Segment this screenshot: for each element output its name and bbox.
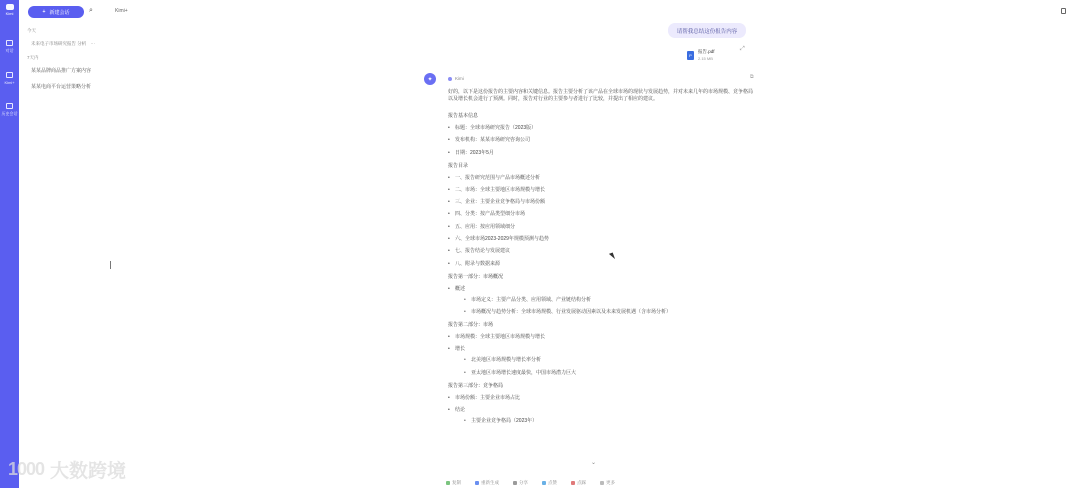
list-item: • 六、全球市场2023-2029年规模预测与趋势	[448, 236, 753, 243]
answer-intro: 好的，以下是这份报告的主要内容和关键信息。报告主要分析了该产品在全球市场的现状与发展趋势，并对未来几年的市场规模、竞争格局以及增长机会进行了预测。同时，报告对行业的主要参与者进行了比较，并提出了相应的建议。	[448, 89, 754, 102]
new-chat-label: 新建会话	[49, 9, 70, 16]
watermark	[8, 456, 126, 483]
share-action[interactable]: 分享	[513, 480, 528, 486]
left-rail	[0, 0, 19, 488]
status-dot-icon	[448, 77, 452, 81]
refresh-icon	[475, 481, 479, 485]
document-icon[interactable]	[1061, 8, 1066, 14]
history-icon	[6, 103, 13, 109]
top-tab[interactable]: Kimi+	[115, 8, 128, 14]
attachment-name: 报告.pdf	[698, 49, 715, 54]
chat-icon	[6, 40, 13, 46]
list-item: • 一、报告研究范围与产品市场概述分析	[448, 175, 753, 182]
pdf-file-icon: P	[687, 51, 694, 60]
sub-list-item: • 主要企业竞争格局（2023年）	[464, 418, 753, 425]
thumbs-up-icon	[542, 481, 546, 485]
regenerate-action[interactable]: 重新生成	[475, 480, 499, 486]
sidebar	[19, 0, 139, 488]
section-list	[448, 175, 753, 268]
thumbs-down-icon	[571, 481, 575, 485]
list-item-label: 增长	[455, 346, 466, 353]
list-item: • 发布机构：某某市场研究咨询公司	[448, 137, 753, 144]
apps-icon	[6, 72, 13, 78]
list-item: • 八、附录与数据来源	[448, 261, 753, 268]
sub-list-item: • 市场概况与趋势分析：全球市场规模、行业发展驱动因素以及未来发展机遇（含市场分析）	[464, 309, 753, 316]
dislike-action[interactable]: 点踩	[571, 480, 586, 486]
bot-avatar: ✦	[424, 73, 436, 85]
sub-list	[464, 357, 753, 376]
watermark-logo: 1000	[8, 459, 45, 479]
list-item: • 三、企业：主要企业竞争格局与市场份额	[448, 199, 753, 206]
new-chat-button[interactable]	[28, 6, 84, 18]
more-icon[interactable]: ⋯	[90, 41, 96, 46]
list-item-label: 概述	[455, 285, 466, 292]
user-message-bubble: 请帮我总结这份报告内容	[668, 23, 746, 38]
sidebar-history-item[interactable]: 某某电商平台运营策略分析	[31, 84, 92, 90]
sidebar-pinned-item[interactable]	[31, 41, 95, 47]
rail-item-apps[interactable]	[4, 72, 14, 85]
attachment-size: 2.15 MB	[698, 56, 713, 61]
copy-action[interactable]: 复制	[446, 480, 461, 486]
copy-icon	[446, 481, 450, 485]
chevron-down-icon[interactable]: ⌄	[591, 460, 597, 466]
list-item-label: 结论	[455, 406, 466, 413]
app-logo[interactable]	[4, 4, 16, 16]
list-item: • 市场份额：主要企业市场占比	[448, 395, 753, 402]
list-item	[448, 346, 753, 376]
rail-item-history[interactable]	[2, 103, 18, 117]
kimi-logo-icon	[6, 4, 14, 10]
copy-icon[interactable]: ⧉	[750, 74, 754, 80]
section-list	[448, 334, 753, 377]
like-action[interactable]: 点赞	[542, 480, 557, 486]
rail-item-chat[interactable]	[6, 40, 14, 54]
sub-list	[464, 297, 753, 316]
list-item: • 市场规模：全球主要地区市场规模与增长	[448, 334, 753, 341]
rail-item-label: 对话	[5, 48, 14, 53]
message-actions-bar	[446, 480, 615, 486]
share-icon	[513, 481, 517, 485]
bot-name-label: Kimi	[455, 76, 464, 81]
sub-list	[464, 418, 753, 425]
list-item: • 五、应用：按应用领域细分	[448, 224, 753, 231]
list-item: • 四、分类：按产品类型细分市场	[448, 211, 753, 218]
search-icon[interactable]: ⌕	[89, 7, 93, 14]
app-logo-label: Kimi	[5, 11, 14, 16]
list-item: • 七、报告结论与发展建议	[448, 248, 753, 255]
rail-item-label: Kimi+	[4, 80, 15, 85]
section-label-earlier: 7天内	[27, 55, 39, 60]
rail-item-label: 历史会话	[1, 111, 18, 116]
sidebar-history-item[interactable]: 某某品牌商品推广方案内容	[31, 68, 92, 74]
section-heading: 报告第三部分：竞争格局	[448, 382, 504, 389]
section-list	[448, 395, 753, 425]
sub-list-item: • 市场定义：主要产品分类、应用领域、产业链结构分析	[464, 297, 753, 304]
list-item: • 标题：全球市场研究报告（2023版）	[448, 125, 753, 132]
more-icon	[600, 481, 604, 485]
list-item: • 二、市场：全球主要地区市场规模与增长	[448, 187, 753, 194]
watermark-text: 大数跨境	[50, 461, 127, 482]
sub-list-item: • 北美地区市场规模与增长率分析	[464, 357, 753, 364]
attachment-card[interactable]	[687, 46, 737, 64]
more-action[interactable]: 更多	[600, 480, 615, 486]
section-heading: 报告第一部分：市场概况	[448, 273, 504, 280]
section-label-today: 今天	[27, 28, 36, 33]
plus-icon: +	[42, 9, 46, 15]
section-list	[448, 286, 753, 316]
section-heading: 报告目录	[448, 162, 469, 169]
expand-icon[interactable]: ⤢	[740, 46, 745, 52]
sidebar-pinned-label: 未来电子市场研究报告 分析	[31, 41, 87, 46]
list-item: • 日期：2023年5月	[448, 150, 753, 157]
text-cursor	[110, 261, 111, 269]
section-heading: 报告基本信息	[448, 113, 479, 119]
list-item	[448, 407, 753, 425]
section-list	[448, 125, 753, 157]
bot-name	[448, 76, 464, 81]
list-item	[448, 286, 753, 316]
bot-answer	[448, 89, 753, 430]
section-heading: 报告第二部分：市场	[448, 321, 494, 328]
sub-list-item: • 亚太地区市场增长速度最快，中国市场潜力巨大	[464, 370, 753, 377]
